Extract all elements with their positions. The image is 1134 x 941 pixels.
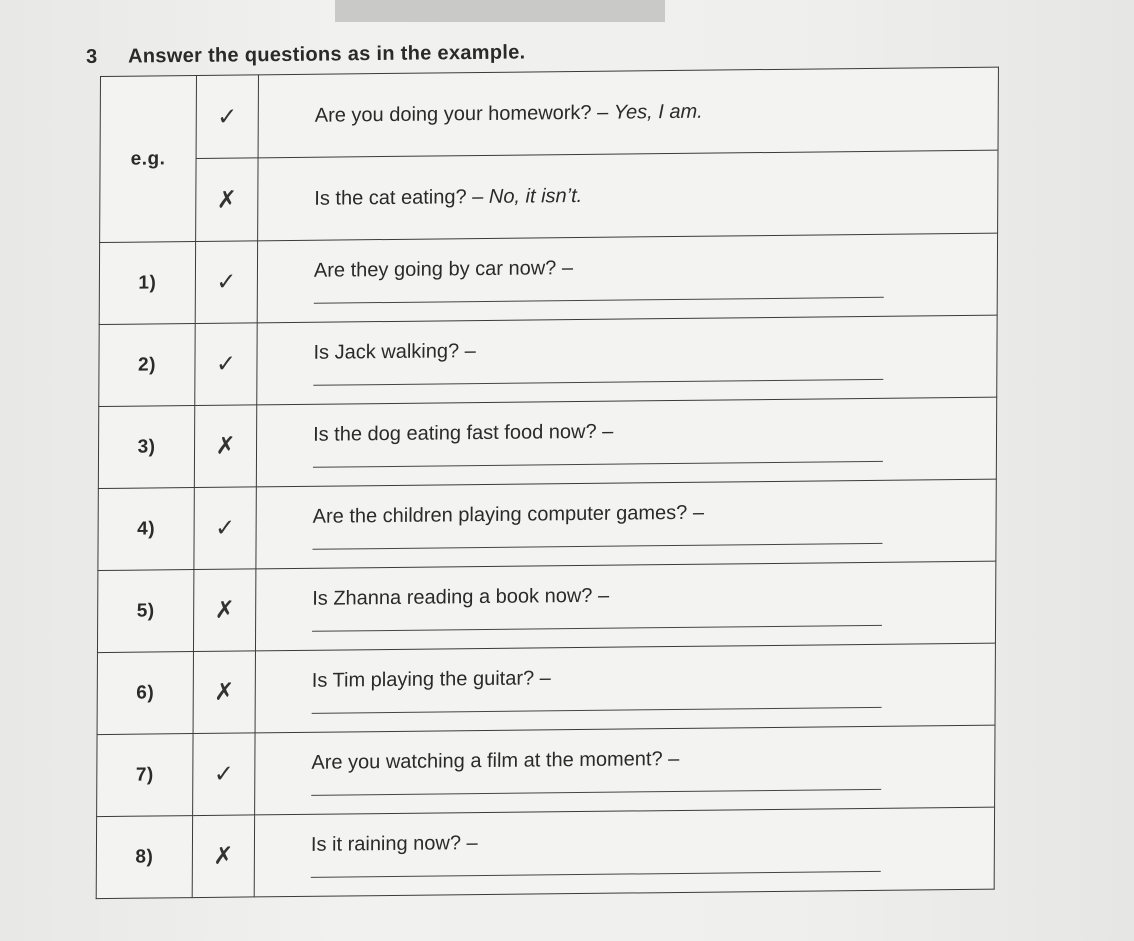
example-2-mark [196,158,258,242]
item-number: 3) [98,406,194,489]
exercise-instruction: Answer the questions as in the example. [127,41,526,68]
item-question-cell [257,315,997,405]
item-row [99,233,997,324]
item-question: Is it raining now? – [310,832,478,856]
item-question: Is Tim playing the guitar? – [311,667,551,692]
example-row-1 [100,67,998,159]
answer-line[interactable] [312,543,882,550]
item-number: 4) [98,488,194,571]
item-mark-cell [194,487,256,570]
item-row [98,479,996,570]
item-row [97,561,995,652]
items-body [96,233,997,898]
exercise-table-wrapper [96,67,998,899]
page-shadow [335,0,665,22]
item-row [97,643,995,734]
item-question: Is the dog eating fast food now? – [313,420,614,446]
answer-line[interactable] [313,461,883,468]
example-1-question-cell [258,67,998,158]
item-question: Are you watching a film at the moment? – [311,747,680,774]
item-mark-cell [193,733,255,816]
item-row [97,725,995,816]
exercise-number: 3 [86,45,98,68]
answer-line[interactable] [312,707,882,714]
exercise-table [96,67,999,900]
item-row [98,397,996,488]
item-question-cell [257,233,997,323]
answer-line[interactable] [314,297,884,304]
item-question-cell [254,807,994,897]
item-number: 1) [99,242,195,325]
cross-mark-icon: ✗ [215,432,236,460]
item-number: 7) [97,734,193,817]
item-mark-cell [192,815,254,898]
check-mark-icon: ✓ [215,350,237,378]
check-mark-icon: ✓ [217,103,238,131]
answer-line[interactable] [311,789,881,796]
item-mark-cell [195,241,257,324]
item-question-cell [255,561,995,651]
cross-mark-icon: ✗ [214,596,235,624]
item-mark-cell [195,323,257,406]
answer-line[interactable] [312,625,882,632]
item-number: 5) [97,570,193,653]
example-2-text [314,181,907,211]
item-number: 2) [99,324,195,407]
answer-line[interactable] [311,871,881,878]
item-mark-cell [193,569,255,652]
cross-mark-icon: ✗ [213,842,234,870]
example-row-2 [100,150,998,242]
example-1-mark [196,75,258,159]
item-question: Is Jack walking? – [313,340,476,364]
item-number: 6) [97,652,193,735]
item-question: Are they going by car now? – [313,257,574,282]
example-2-question: Is the cat eating? – [314,185,484,210]
check-mark-icon: ✓ [213,760,234,788]
item-question-cell [256,397,996,487]
item-mark-cell [194,405,256,488]
check-mark-icon: ✓ [216,268,237,296]
example-1-text [315,98,908,128]
example-2-answer: No, it isn’t. [488,184,583,208]
item-mark-cell [193,651,255,734]
answer-line[interactable] [313,379,883,386]
item-question-cell [256,479,996,569]
example-label: e.g. [100,75,197,242]
example-1-answer: Yes, I am. [613,100,703,124]
item-question-cell [255,725,995,815]
example-1-question: Are you doing your homework? – [314,101,609,127]
item-number: 8) [96,816,192,899]
item-question: Are the children playing computer games? – [312,501,705,528]
item-question-cell [255,643,995,733]
check-mark-icon: ✓ [214,514,236,542]
item-row [96,807,994,898]
example-2-question-cell [258,150,998,241]
item-question: Is Zhanna reading a book now? – [312,584,610,610]
item-row [99,315,997,406]
cross-mark-icon: ✗ [214,678,235,706]
exercise-header [86,41,526,69]
cross-mark-icon: ✗ [216,186,237,214]
